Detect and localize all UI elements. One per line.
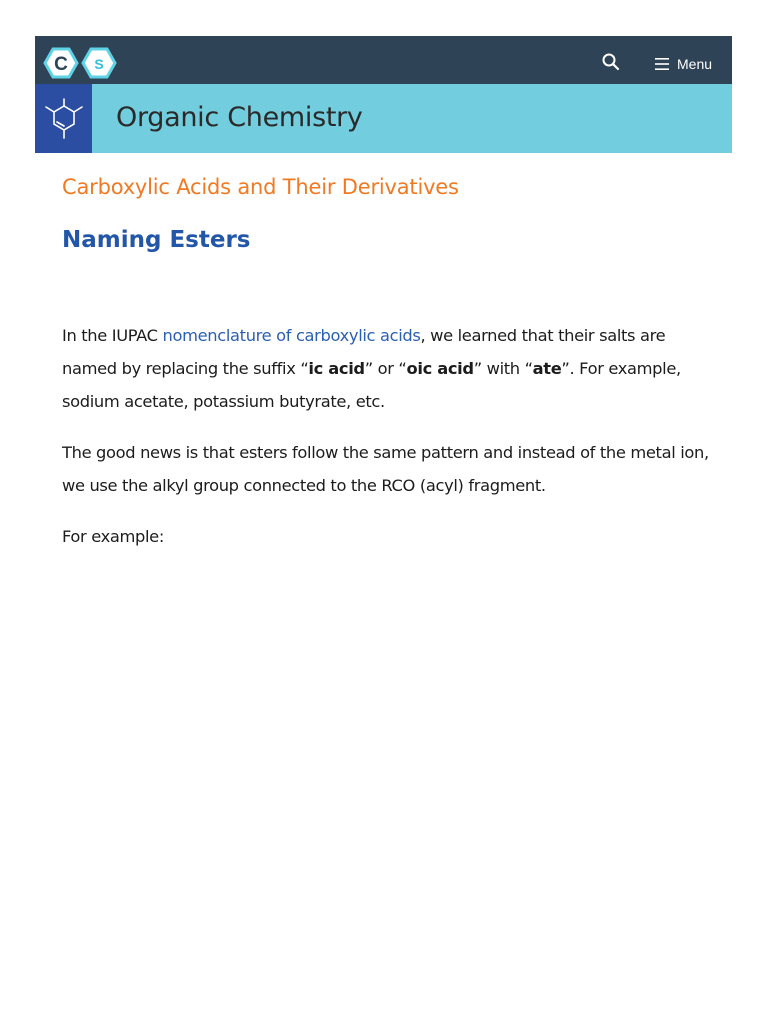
para1-text-mid3: ” with “ <box>473 359 533 378</box>
example-lead-paragraph: For example: <box>62 527 164 546</box>
para1-text-post: ”. For example, sodium acetate, potassium butyrate, etc. <box>62 359 681 411</box>
menu-button[interactable] <box>655 54 712 74</box>
top-navigation-bar <box>35 36 732 84</box>
intro-paragraph <box>62 319 710 418</box>
page-title: Naming Esters <box>62 227 251 253</box>
section-bar <box>35 84 732 153</box>
nomenclature-link[interactable]: nomenclature of carboxylic acids <box>162 326 421 345</box>
search-button[interactable] <box>601 52 623 74</box>
site-logo[interactable] <box>43 47 133 83</box>
category-link[interactable]: Carboxylic Acids and Their Derivatives <box>62 175 459 199</box>
esters-paragraph: The good news is that esters follow the same pattern and instead of the metal ion, we use the alkyl group connected to the RCO (acyl) fragment. <box>62 443 709 495</box>
logo-letter-c: C <box>54 54 68 75</box>
para1-text-mid2: ” or “ <box>364 359 407 378</box>
para1-text-pre: In the IUPAC <box>62 326 163 345</box>
section-title-link[interactable]: Organic Chemistry <box>116 102 363 133</box>
article-content <box>62 170 710 553</box>
para1-text-mid1: , we learned that their salts are named by replacing the suffix “ <box>62 326 666 378</box>
suffix-ic-acid: ic acid <box>308 359 365 378</box>
hamburger-icon <box>655 58 669 70</box>
search-icon <box>601 52 621 72</box>
molecule-badge <box>35 84 92 153</box>
suffix-ate: ate <box>532 359 562 378</box>
menu-label: Menu <box>677 56 713 72</box>
molecule-icon <box>41 98 87 140</box>
site-header <box>35 36 732 153</box>
logo-letter-s: S <box>94 56 104 72</box>
suffix-oic-acid: oic acid <box>406 359 474 378</box>
